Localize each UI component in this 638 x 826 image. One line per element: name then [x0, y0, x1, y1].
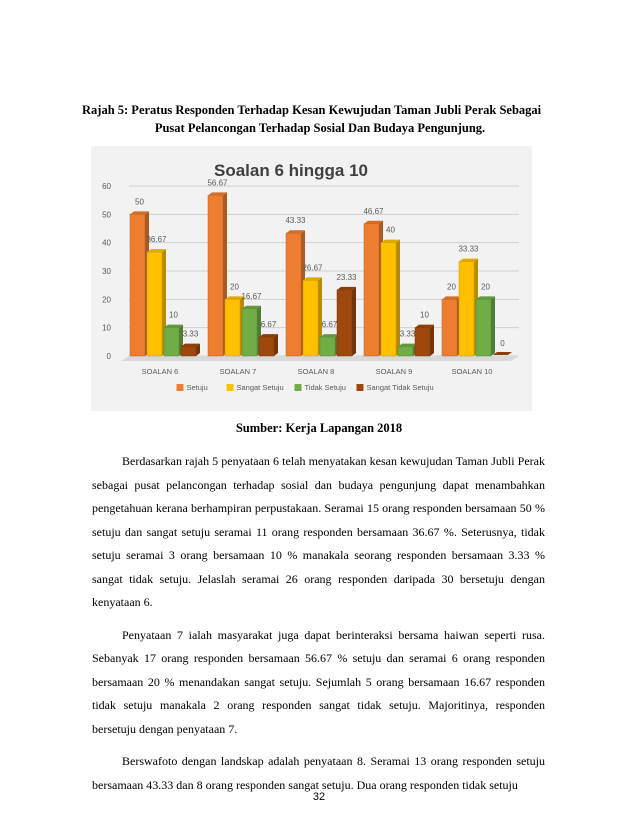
data-label: 3.33: [182, 329, 199, 339]
data-label: 10: [169, 310, 178, 320]
data-label: 3.33: [399, 329, 416, 339]
chart-title: Soalan 6 hingga 10: [214, 161, 368, 180]
page-number: 32: [312, 791, 326, 803]
legend-swatch: [227, 384, 234, 391]
bar: [147, 252, 162, 356]
bar-side: [491, 296, 495, 356]
data-label: 6.67: [260, 320, 277, 330]
data-label: 10: [420, 310, 429, 320]
legend-label: Sangat Setuju: [236, 383, 284, 392]
legend-swatch: [295, 384, 302, 391]
bar: [476, 299, 491, 356]
legend-swatch: [177, 384, 184, 391]
bar: [303, 280, 318, 356]
legend-label: Setuju: [186, 383, 208, 392]
bar: [442, 299, 457, 356]
bar: [259, 337, 274, 356]
bar: [242, 309, 257, 356]
x-category-label: SOALAN 10: [451, 367, 493, 376]
data-label: 40: [386, 225, 395, 235]
legend-swatch: [357, 384, 364, 391]
bar: [337, 290, 352, 356]
bar: [364, 224, 379, 356]
figure-caption: [70, 101, 570, 137]
legend-label: Tidak Setuju: [304, 383, 346, 392]
legend-label: Sangat Tidak Setuju: [366, 383, 434, 392]
y-tick-label: 60: [102, 182, 111, 191]
data-label: 20: [230, 282, 239, 292]
data-label: 26.67: [302, 263, 323, 273]
caption-line-1: Rajah 5: Peratus Responden Terhadap Kesan Kewujudan Taman Jubli Perak Sebagai: [82, 103, 542, 117]
data-label: 36.67: [146, 235, 167, 245]
bar: [381, 243, 396, 356]
data-label: 50: [135, 197, 144, 207]
data-label: 56.67: [207, 178, 228, 188]
bar: [225, 299, 240, 356]
bar: [164, 328, 179, 356]
data-label: 6.67: [321, 320, 338, 330]
data-label: 46.67: [363, 206, 384, 216]
x-category-label: SOALAN 6: [141, 367, 179, 376]
paragraph-1: Berdasarkan rajah 5 penyataan 6 telah menyatakan kesan kewujudan Taman Jubli Perak sebagai pusat pelancongan terhadap sosial dan budaya pengunjung dapat menambahkan pengetahuan kerana berhampiran perpustakaan. Seramai 15 orang responden bersamaan 50 % setuju dan sangat setuju seramai 11 orang responden bersamaan 36.67 %. Seterusnya, tidak setuju seramai 3 orang bersamaan 10 % manakala seorang responden bersamaan 3.33 % sangat tidak setuju. Jelaslah seramai 26 orang responden daripada 30 bersetuju dengan kenyataan 6.: [92, 454, 545, 609]
body-text: [92, 450, 545, 806]
y-tick-label: 50: [102, 210, 111, 220]
x-category-label: SOALAN 7: [219, 367, 257, 376]
y-tick-label: 10: [102, 323, 111, 333]
x-category-label: SOALAN 9: [375, 367, 413, 376]
bar: [415, 328, 430, 356]
bar-side: [352, 287, 356, 356]
x-category-label: SOALAN 8: [297, 367, 335, 376]
bar: [181, 347, 196, 356]
bar: [459, 262, 474, 356]
bar-side: [274, 334, 278, 356]
source-note: Sumber: Kerja Lapangan 2018: [235, 421, 403, 435]
chart-svg: [91, 146, 532, 411]
y-tick-label: 20: [102, 295, 111, 305]
data-label: 20: [447, 282, 456, 292]
data-label: 23.33: [336, 272, 357, 282]
data-label: 20: [481, 282, 490, 292]
paragraph-2: Penyataan 7 ialah masyarakat juga dapat berinteraksi bersama haiwan seperti rusa. Sebanyak 17 orang responden bersamaan 56.67 % setuju dan seramai 6 orang responden bersamaan 20 % menandakan sangat setuju. Sejumlah 5 orang bersamaan 16.67 responden tidak setuju manakala 2 orang responden sangat tidak setuju. Majoritinya, responden bersetuju dengan penyataan 7.: [92, 627, 545, 736]
bar-chart: [91, 146, 532, 411]
y-tick-label: 0: [106, 352, 111, 361]
bar: [398, 347, 413, 356]
y-tick-label: 40: [102, 238, 111, 248]
bar: [130, 214, 145, 356]
paragraph-3: Berswafoto dengan landskap adalah penyataan 8. Seramai 13 orang responden setuju bersamaan 43.33 dan 8 orang responden sangat setuju. Dua orang responden tidak setuju: [92, 754, 545, 792]
y-tick-label: 30: [102, 267, 111, 276]
bar: [286, 233, 301, 356]
bar-top: [493, 352, 512, 355]
chart-floor: [121, 356, 519, 361]
data-label: 43.33: [285, 216, 306, 226]
bar: [320, 337, 335, 356]
caption-line-2: Pusat Pelancongan Terhadap Sosial Dan Budaya Pengunjung.: [154, 121, 486, 135]
data-label: 33.33: [458, 244, 479, 254]
bar-side: [430, 325, 434, 356]
bar: [208, 195, 223, 356]
data-label: 0: [500, 339, 505, 348]
data-label: 16.67: [241, 291, 262, 301]
